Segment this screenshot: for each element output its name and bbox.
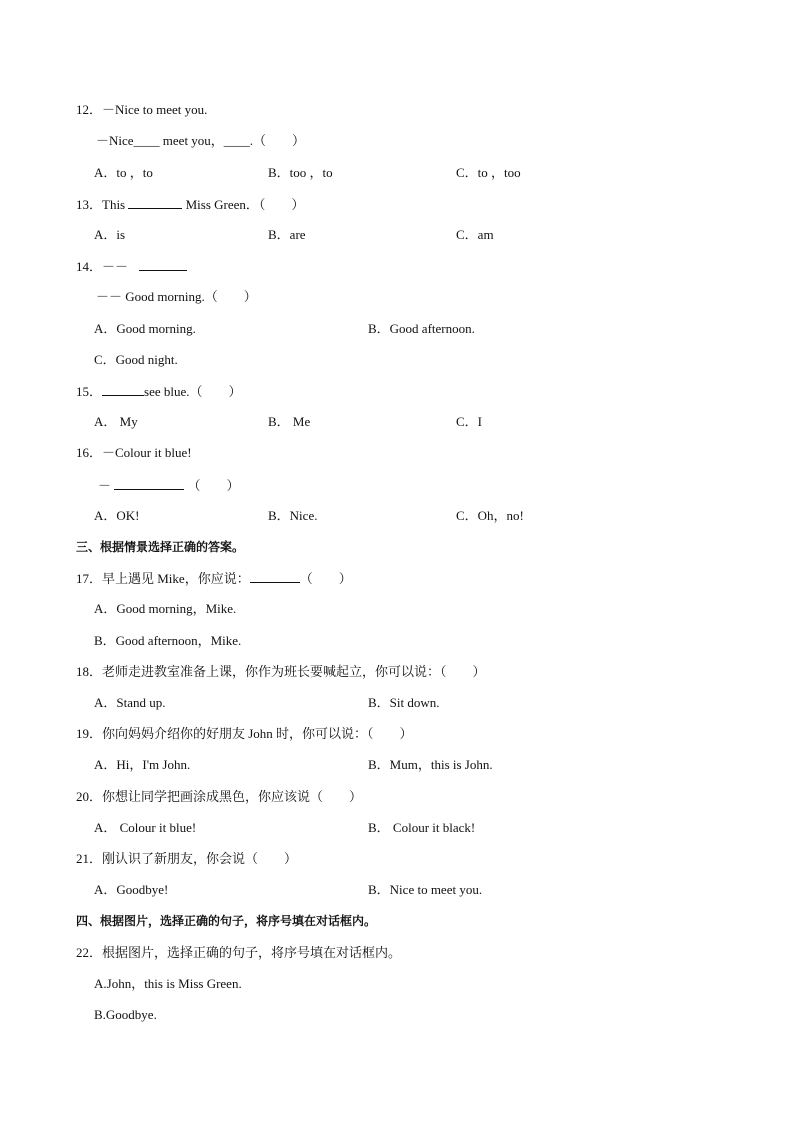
- question-14-stem-pre: 14．－－: [76, 259, 129, 274]
- question-13-option-a: A．is: [94, 227, 126, 242]
- question-18-stem: 18．老师走进教室准备上课，你作为班长要喊起立，你可以说：（ ）: [76, 664, 486, 679]
- question-16-sub-post: （ ）: [187, 478, 240, 493]
- question-17-stem: [76, 570, 352, 587]
- question-22-stem: 22．根据图片，选择正确的句子，将序号填在对话框内。: [76, 945, 402, 960]
- question-17-stem-post: （ ）: [299, 571, 352, 586]
- question-15-option-a: A． My: [94, 414, 138, 429]
- question-13-stem-pre: 13．This: [76, 197, 126, 212]
- question-16-option-c: C．Oh，no!: [456, 508, 524, 523]
- question-21-option-a: A．Goodbye!: [94, 882, 169, 897]
- question-21-option-b: B．Nice to meet you.: [368, 882, 483, 897]
- question-14-stem: [76, 258, 187, 275]
- question-13-option-b: B．are: [268, 227, 306, 242]
- question-20-option-a: A． Colour it blue!: [94, 820, 197, 835]
- question-17-option-a: A．Good morning，Mike.: [94, 601, 237, 616]
- question-19-stem: 19．你向妈妈介绍你的好朋友 John 时，你可以说：（ ）: [76, 726, 413, 741]
- question-16-stem: 16．－Colour it blue!: [76, 445, 192, 460]
- answer-blank: [128, 196, 182, 209]
- question-22-option-a: A.John，this is Miss Green.: [94, 976, 242, 991]
- question-14-option-b: B．Good afternoon.: [368, 321, 475, 336]
- question-12-option-a: A．to ，to: [94, 165, 153, 180]
- question-14-option-a: A．Good morning.: [94, 321, 196, 336]
- question-15-option-c: C．I: [456, 414, 483, 429]
- question-13-option-c: C．am: [456, 227, 494, 242]
- question-19-option-b: B．Mum，this is John.: [368, 757, 493, 772]
- question-16-option-a: A．OK!: [94, 508, 140, 523]
- question-14-option-c: C．Good night.: [94, 352, 178, 367]
- question-12-sub: －Nice____ meet you，____.（ ）: [96, 133, 306, 148]
- question-20-stem: 20．你想让同学把画涂成黑色，你应该说（ ）: [76, 789, 363, 804]
- question-17-option-b: B．Good afternoon，Mike.: [94, 633, 242, 648]
- question-12-option-c: C．to ，too: [456, 165, 521, 180]
- question-16-sub: [98, 477, 240, 494]
- question-13-stem-post: Miss Green．（ ）: [185, 197, 305, 212]
- question-20-option-b: B． Colour it black!: [368, 820, 476, 835]
- question-22-option-b: B.Goodbye.: [94, 1007, 157, 1022]
- question-15-number: 15．: [76, 384, 103, 399]
- question-17-stem-pre: 17．早上遇见 Mike，你应说：: [76, 571, 250, 586]
- question-14-sub: －－ Good morning.（ ）: [96, 289, 257, 304]
- question-16-sub-pre: －: [98, 478, 112, 493]
- answer-blank: [102, 383, 144, 396]
- question-13-stem: [76, 196, 304, 213]
- question-18-option-a: A．Stand up.: [94, 695, 166, 710]
- question-16-option-b: B．Nice.: [268, 508, 318, 523]
- question-21-stem: 21．刚认识了新朋友，你会说（ ）: [76, 851, 298, 866]
- question-15-option-b: B． Me: [268, 414, 311, 429]
- answer-blank: [250, 570, 300, 583]
- answer-blank: [139, 258, 187, 271]
- question-12-option-b: B．too ，to: [268, 165, 333, 180]
- section-3-heading: 三、根据情景选择正确的答案。: [76, 540, 245, 554]
- answer-blank: [114, 477, 184, 490]
- question-19-option-a: A．Hi，I'm John.: [94, 757, 191, 772]
- question-18-option-b: B．Sit down.: [368, 695, 440, 710]
- question-15-stem-post: see blue.（ ）: [144, 384, 242, 399]
- question-15-stem: [76, 383, 242, 400]
- section-4-heading: 四、根据图片，选择正确的句子，将序号填在对话框内。: [76, 914, 377, 928]
- question-12-stem: 12．－Nice to meet you.: [76, 102, 208, 117]
